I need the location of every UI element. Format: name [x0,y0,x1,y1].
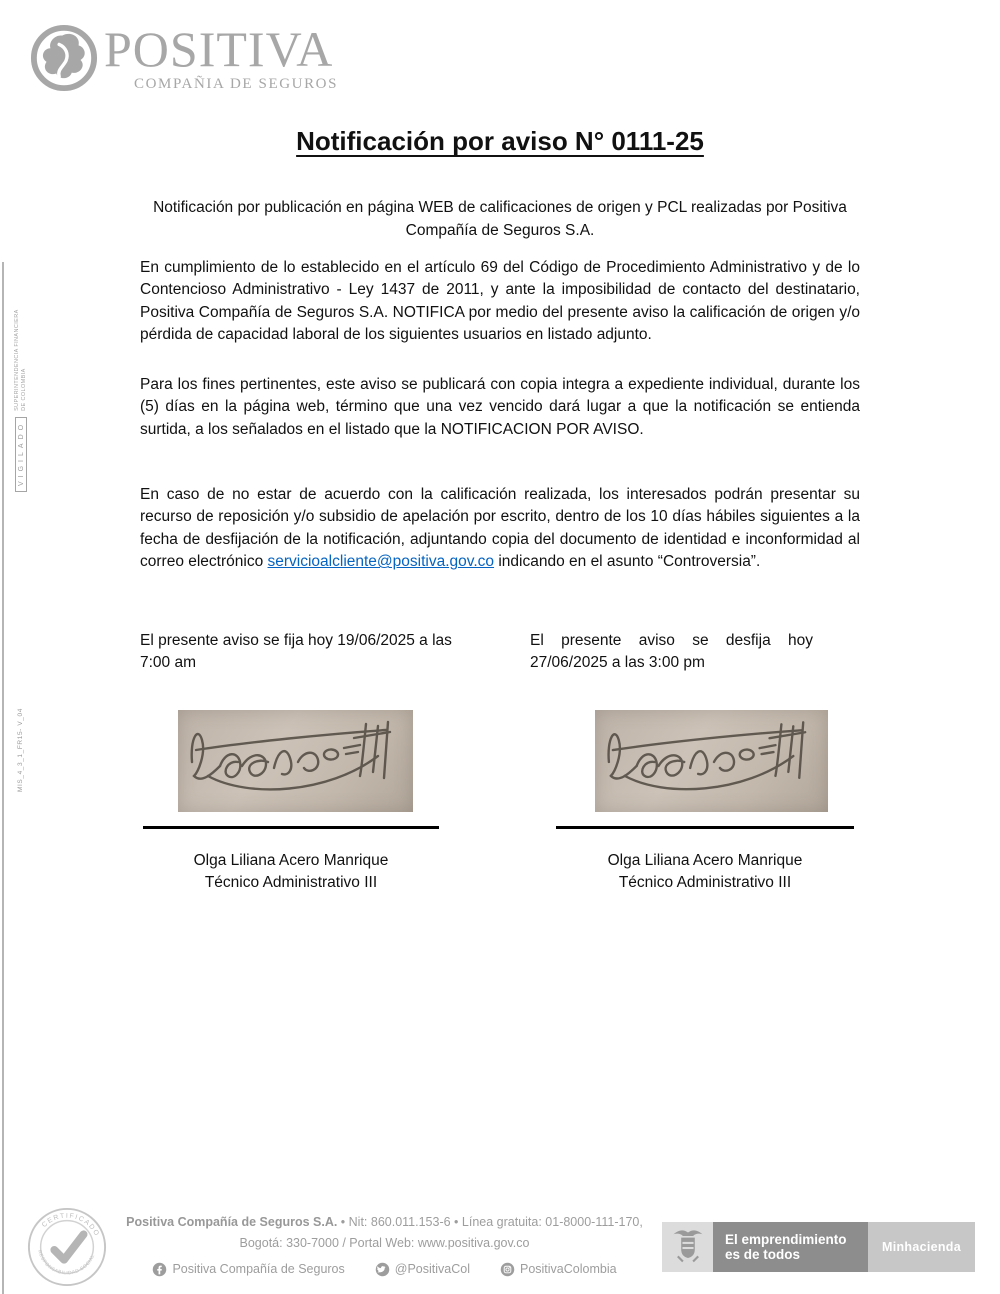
signer-name: Olga Liliana Acero Manrique [607,852,803,869]
signature-line [556,826,854,829]
badge-ministry: Minhacienda [868,1222,975,1272]
footer-contact-info [112,1212,657,1280]
fija-text: El presente aviso se fija hoy 19/06/2025 a las 7:00 am [140,632,452,672]
signature-line [143,826,439,829]
social-facebook: Positiva Compañía de Seguros [152,1259,344,1280]
positiva-logo [30,21,339,93]
svg-text:CERTIFICADO: CERTIFICADO [40,1212,101,1239]
superintendencia-label: SUPERINTENDENCIA FINANCIERA DE COLOMBIA [14,309,27,411]
certification-seal-icon [26,1206,108,1288]
footer-company-name: Positiva Compañía de Seguros S.A. [126,1215,338,1229]
doc-subtitle: Notificación por publicación en página WEB de calificaciones de origen y PCL realizadas por Positiva Compañía de Seguros S.A. [153,199,847,239]
vigilado-label: VIGILADO [15,417,27,492]
facebook-icon [152,1262,167,1277]
paragraph-appeal: En caso de no estar de acuerdo con la calificación realizada, los interesados podrán presentar su recurso de reposición y/o subsidio de apelación por escrito, dentro de los 10 días hábiles siguientes a la fecha de desfijación de la notificación, adjuntando copia del documento de identidad e inconformidad al correo electrónico servicioalcliente@positiva.gov.co indicando en el asunto “Controversia”. [140,486,860,571]
social-instagram: PositivaColombia [500,1259,617,1280]
social-twitter: @PositivaCol [375,1259,470,1280]
email-link[interactable]: servicioalcliente@positiva.gov.co [267,553,495,571]
twitter-icon [375,1262,390,1277]
badge-slogan: El emprendimiento es de todos [713,1222,868,1272]
footer-info-line2: Bogotá: 330-7000 / Portal Web: www.positiva.gov.co [239,1236,530,1250]
vigilado-margin-block [14,309,28,492]
coat-box [662,1222,713,1272]
signature-scribble-icon [178,710,413,812]
footer-info-line1: Positiva Compañía de Seguros S.A. • Nit: 860.011.153-6 • Línea gratuita: 01-8000-111-170, [126,1215,643,1229]
paragraph-publication: Para los fines pertinentes, este aviso se publicará con copia integra a expediente individual, durante los (5) días en la página web, término que una vez vencido dará lugar a que la notificación se entienda surtida, a los señalados en el listado que la NOTIFICACION POR AVISO. [140,376,860,438]
signature-photo-left [178,710,413,812]
signature-scribble-icon [595,710,828,812]
page-title: Notificación por aviso N° 0111-25 [296,126,704,156]
logo-wordmark: POSITIVA [104,21,334,77]
footer-social-row [112,1259,657,1280]
paragraph-legal-basis: En cumplimiento de lo establecido en el artículo 69 del Código de Procedimiento Administrativo y de lo Contencioso Administrativo - Ley 1437 de 2011, y ante la imposibilidad de contacto del destinatario, Positiva Compañía de Seguros S.A. NOTIFICA por medio del presente aviso la calificación de origen y/o pérdida de capacidad laboral de los siguientes usuarios en listado adjunto. [140,259,860,344]
logo-texts [104,21,339,93]
signer-title: Técnico Administrativo III [618,874,792,891]
signer-block-left [141,850,441,894]
desfija-text: El presente aviso se desfija hoy 27/06/2025 a las 3:00 pm [530,632,813,672]
signer-block-right [555,850,855,894]
signer-name: Olga Liliana Acero Manrique [193,852,389,869]
svg-text:RESPONSABILIDAD SOCIAL: RESPONSABILIDAD SOCIAL [36,1249,97,1277]
colombia-coat-of-arms-icon [671,1227,705,1267]
logo-tagline: COMPAÑIA DE SEGUROS [134,76,339,92]
positiva-emblem-icon [30,24,98,92]
page-edge-rule [2,262,4,1294]
form-code-label: MIS_4_3_1_FR15- V_04 [17,708,24,792]
instagram-icon [500,1262,515,1277]
government-badge [662,1222,975,1272]
signature-photo-right [595,710,828,812]
signer-title: Técnico Administrativo III [204,874,378,891]
